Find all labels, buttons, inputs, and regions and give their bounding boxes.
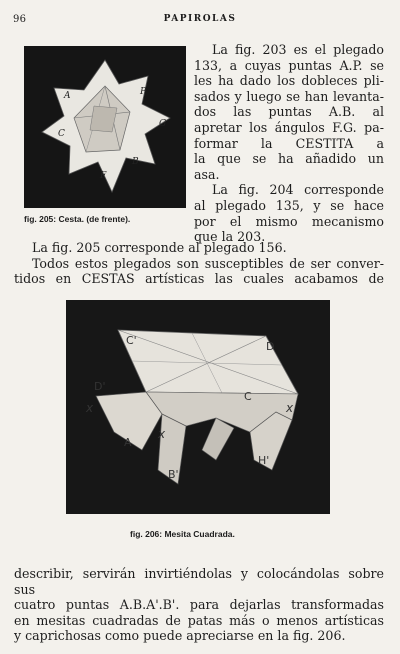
text-line: describir, servirán invirtiéndolas y colocándolas sobre sus (14, 566, 384, 597)
mark-x-center: x (158, 427, 166, 441)
text-line: la que se ha añadido un (194, 151, 384, 167)
text-line: La fig. 203 es el plegado (212, 42, 384, 57)
text-line: Todos estos plegados son susceptibles de ser conver- (32, 255, 384, 271)
mark-C-prime: C' (126, 334, 137, 347)
middle-paragraph (14, 240, 384, 287)
folded-table-illustration (66, 300, 330, 514)
text-line: cuatro puntas A.B.A'.B'. para dejarlas transformadas (14, 597, 384, 613)
figure-205-caption: fig. 205: Cesta. (de frente). (24, 214, 131, 224)
text-line: que la 203. (194, 229, 266, 245)
mark-C: C (244, 390, 252, 403)
text-line: formar la CESTITA a (194, 135, 384, 151)
text-line: sados y luego se han levanta- (194, 88, 384, 104)
mark-D-prime: D' (94, 380, 106, 393)
folded-basket-illustration (24, 46, 186, 208)
mark-H-prime: H' (258, 454, 270, 467)
figure-206-caption: fig. 206: Mesita Cuadrada. (130, 529, 235, 539)
running-title: PAPIROLAS (163, 14, 237, 24)
figure-205-photo (24, 46, 186, 208)
text-line: apretar los ángulos F.G. pa- (194, 119, 384, 135)
right-column-paragraph (194, 42, 384, 245)
mark-G: G (159, 119, 167, 129)
text-line: les ha dado los dobleces pli- (194, 73, 384, 89)
mark-B: B (132, 157, 139, 167)
text-line: en mesitas cuadradas de patas más o menos artísticas (14, 612, 384, 628)
mark-x-left: x (86, 401, 94, 415)
mark-D: D (266, 340, 275, 353)
text-line: asa. (194, 166, 220, 182)
mark-A: A (64, 91, 71, 101)
text-line: dos las puntas A.B. al (194, 104, 384, 120)
mark-x-right: x (286, 401, 294, 415)
text-line: y caprichosas como puede apreciarse en la fig. 206. (14, 628, 346, 644)
mark-F: F (100, 171, 107, 181)
figure-206-photo (66, 300, 330, 514)
text-line: 133, a cuyas puntas A.P. se (194, 57, 384, 73)
text-line: La fig. 205 corresponde al plegado 156. (32, 240, 287, 255)
text-line: La fig. 204 corresponde (212, 182, 384, 198)
mark-P: P (140, 87, 147, 97)
text-line: al plegado 135, y se hace (194, 197, 384, 213)
page-number: 96 (13, 14, 27, 25)
mark-A: A (124, 436, 132, 449)
mark-B-prime: B' (168, 468, 179, 481)
text-line: tidos en CESTAS artísticas las cuales acabamos de (14, 271, 384, 287)
text-line: por el mismo mecanismo (194, 213, 384, 229)
mark-C: C (58, 129, 65, 139)
bottom-paragraph (14, 566, 384, 644)
